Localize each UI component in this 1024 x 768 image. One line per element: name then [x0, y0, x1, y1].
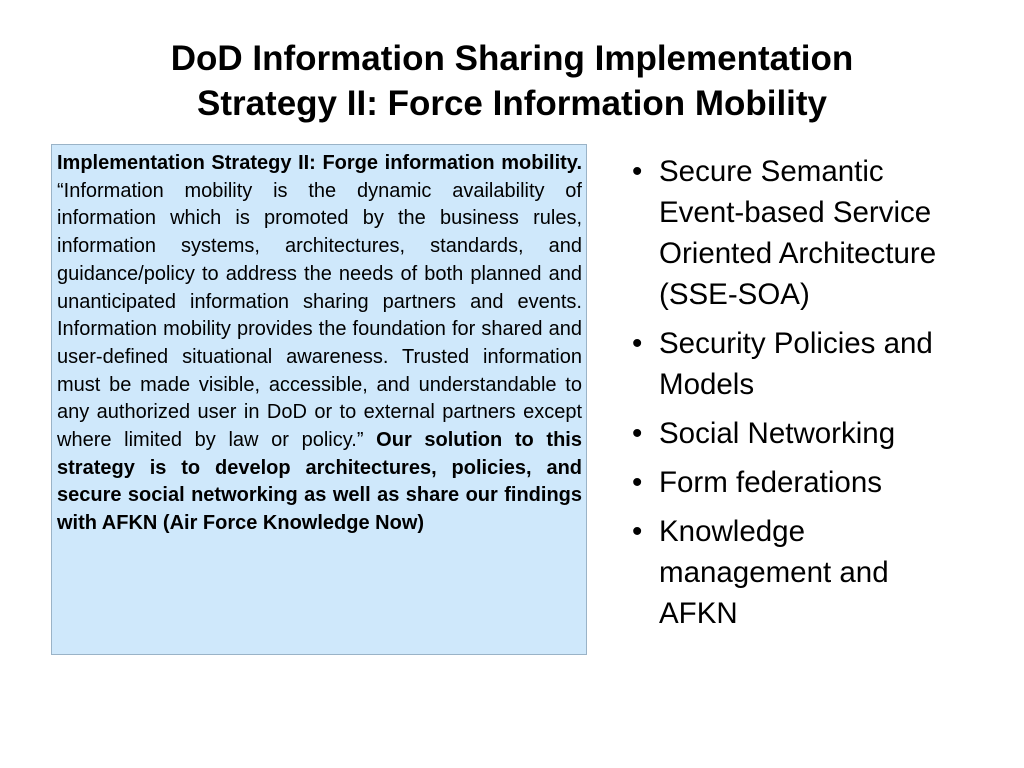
- bullet-item-sse-soa: [632, 151, 972, 315]
- bullet-item-knowledge-management: [632, 511, 972, 634]
- bullet-text: Social Networking: [659, 417, 896, 450]
- bullet-item-security-policies: [632, 323, 972, 405]
- bullet-dot-icon: •: [632, 155, 643, 188]
- bullet-dot-icon: •: [632, 327, 643, 360]
- bullet-text: Secure Semantic Event-based Service Oriented Architecture (SSE-SOA): [659, 155, 937, 311]
- title-line-1: DoD Information Sharing Implementation: [170, 39, 854, 78]
- slide-title: [40, 36, 984, 126]
- strategy-text-box: [51, 144, 587, 655]
- strategy-solution-bold: Our solution to this strategy is to develop architectures, policies, and secure social networking as well as share our findings with AFKN (Air Force Knowledge Now): [57, 429, 582, 535]
- bullet-text: Security Policies and Models: [659, 327, 933, 401]
- bullet-list: [632, 151, 972, 642]
- bullet-dot-icon: •: [632, 417, 643, 450]
- title-line-2: Strategy II: Force Information Mobility: [196, 84, 828, 123]
- bullet-item-social-networking: [632, 413, 972, 454]
- strategy-intro-bold: Implementation Strategy II: Forge information mobility.: [57, 152, 582, 174]
- bullet-text: Form federations: [659, 466, 882, 499]
- bullet-dot-icon: •: [632, 515, 643, 548]
- bullet-item-form-federations: [632, 462, 972, 503]
- strategy-quote: “Information mobility is the dynamic availability of information which is promoted by the business rules, information systems, architectures, standards, and guidance/policy to address the needs of both planned and unanticipated information sharing partners and events. Information mobility provides the foundation for shared and user-defined situational awareness. Trusted information must be made visible, accessible, and understandable to any authorized user in DoD or to external partners except where limited by law or policy.”: [57, 179, 582, 452]
- bullet-text: Knowledge management and AFKN: [659, 515, 889, 630]
- bullet-dot-icon: •: [632, 466, 643, 499]
